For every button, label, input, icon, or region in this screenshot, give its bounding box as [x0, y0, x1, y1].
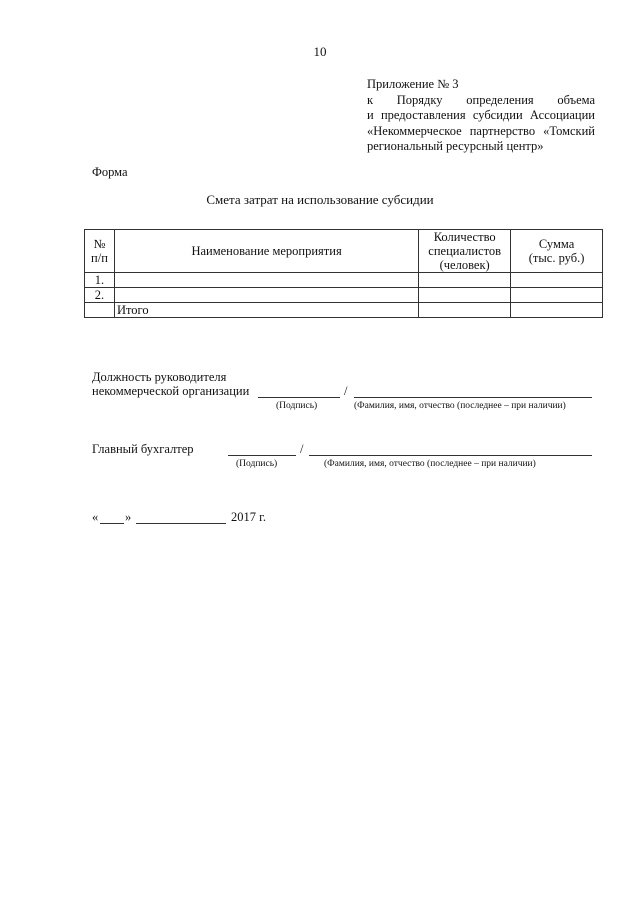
director-name-hint: (Фамилия, имя, отчество (последнее – при наличии): [354, 401, 566, 411]
header-sum: Сумма (тыс. руб.): [511, 230, 603, 273]
accountant-separator: /: [300, 442, 304, 456]
accountant-signature-hint: (Подпись): [236, 459, 278, 469]
accountant-signature-line: [228, 443, 296, 456]
table-row: 1.: [85, 273, 603, 288]
director-position-label: Должность руководителя: [92, 370, 227, 384]
director-separator: /: [344, 384, 348, 398]
director-org-label: некоммерческой организации: [92, 384, 250, 398]
table-header-row: [85, 230, 603, 273]
annex-header: [367, 77, 595, 155]
accountant-name-hint: (Фамилия, имя, отчество (последнее – при наличии): [324, 459, 536, 469]
form-label: Форма: [92, 165, 128, 179]
table-total-row: Итого: [85, 303, 603, 318]
director-signature-hint: (Подпись): [276, 401, 318, 411]
page-number: 10: [313, 44, 327, 59]
date-day-line: [100, 511, 124, 524]
annex-line-5: региональный ресурсный центр»: [367, 139, 544, 153]
annex-line-2: к Порядку определения объема: [367, 92, 596, 107]
document-title: Смета затрат на использование субсидии: [206, 192, 434, 207]
accountant-name-line: [309, 443, 592, 456]
accountant-label: Главный бухгалтер: [92, 442, 194, 456]
date-year: 2017 г.: [231, 510, 266, 524]
annex-line-3: и предоставления субсидии Ассоциации: [367, 108, 595, 122]
annex-title: Приложение № 3: [367, 77, 459, 91]
date-open-quote: «: [92, 510, 99, 524]
cost-estimate-table: [84, 229, 603, 318]
director-name-line: [354, 385, 592, 398]
header-count: Количество специалистов (человек): [419, 230, 511, 273]
annex-line-4: «Некоммерческое партнерство «Томский: [367, 123, 595, 138]
date-month-line: [136, 511, 226, 524]
header-num: № п/п: [85, 230, 115, 273]
header-name: Наименование мероприятия: [114, 230, 418, 273]
table-row: 2.: [85, 288, 603, 303]
date-close-quote: »: [125, 510, 132, 524]
director-signature-line: [258, 385, 340, 398]
